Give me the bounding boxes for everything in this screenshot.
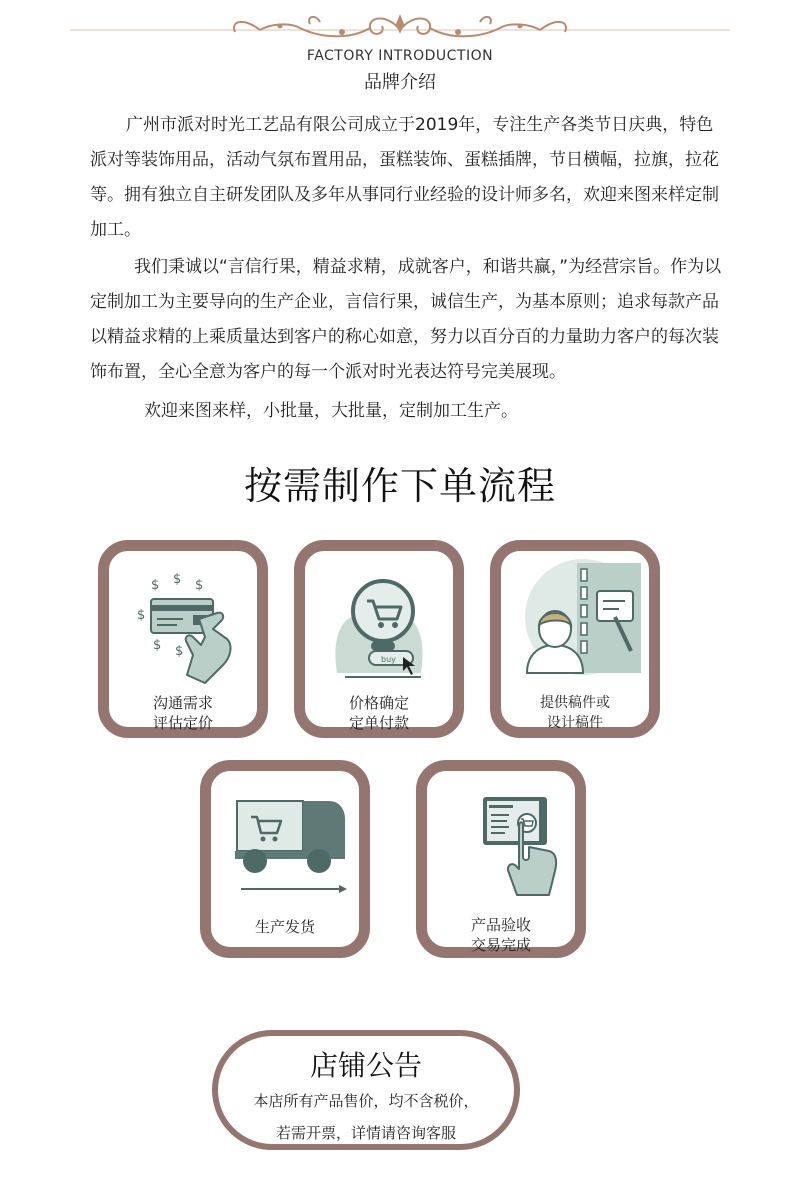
intro-section	[90, 108, 730, 429]
payment-card-icon	[113, 557, 253, 687]
step-label: 提供稿件或 设计稿件	[540, 695, 610, 731]
step-card-provide-draft	[490, 540, 660, 738]
designer-draft-icon	[505, 557, 645, 687]
step-card-confirm-price	[294, 540, 464, 738]
delivery-truck-icon	[215, 777, 355, 907]
intro-paragraph-3: 欢迎来图来样，小批量，大批量，定制加工生产。	[144, 401, 518, 421]
tablet-touch-icon	[431, 777, 571, 907]
store-notice	[212, 1030, 520, 1150]
step-card-shipping	[200, 760, 370, 958]
intro-paragraph-1: 广州市派对时光工艺品有限公司成立于2019年，专注生产各类节日庆典，特色派对等装饰用品，活动气氛布置用品，蛋糕装饰、蛋糕插牌，节日横幅，拉旗，拉花等。拥有独立自主研发团队及多年从事同行业经验的设计师多名，欢迎来图来样定制加工。	[90, 115, 719, 240]
step-card-communicate	[98, 540, 268, 738]
step-label: 生产发货	[254, 918, 315, 936]
buy-badge: buy	[381, 655, 396, 664]
svg-text:$: $	[151, 578, 160, 593]
step-card-acceptance	[416, 760, 586, 958]
svg-text:$: $	[137, 608, 146, 623]
intro-paragraph-2: 我们秉诚以“言信行果，精益求精，成就客户，和谐共赢，”为经营宗旨。作为以定制加工为主要导向的生产企业，言信行果，诚信生产，为基本原则；追求每款产品以精益求精的上乘质量达到客户的称心如意，努力以百分百的力量助力客户的每次装饰布置，全心全意为客户的每一个派对时光表达符号完美展现。	[90, 257, 722, 382]
ornament-divider	[70, 10, 730, 44]
svg-text:$: $	[173, 572, 182, 587]
notice-line-tax: 本店所有产品售价，均不含税价，	[253, 1092, 479, 1110]
notice-line-invoice: 若需开票，详情请咨询客服	[275, 1124, 456, 1142]
step-label: 价格确定 定单付款	[348, 694, 409, 732]
svg-text:$: $	[175, 644, 184, 659]
step-label: 产品验收 交易完成	[470, 916, 531, 954]
subtitle-english: FACTORY INTRODUCTION	[306, 48, 494, 64]
subtitle-chinese: 品牌介绍	[364, 72, 436, 93]
step-label: 沟通需求 评估定价	[152, 694, 213, 732]
flow-title: 按需制作下单流程	[243, 464, 556, 508]
svg-text:$: $	[195, 578, 204, 593]
svg-text:$: $	[153, 638, 162, 653]
notice-title: 店铺公告	[309, 1049, 422, 1082]
shopping-cart-buy-icon	[309, 557, 449, 687]
